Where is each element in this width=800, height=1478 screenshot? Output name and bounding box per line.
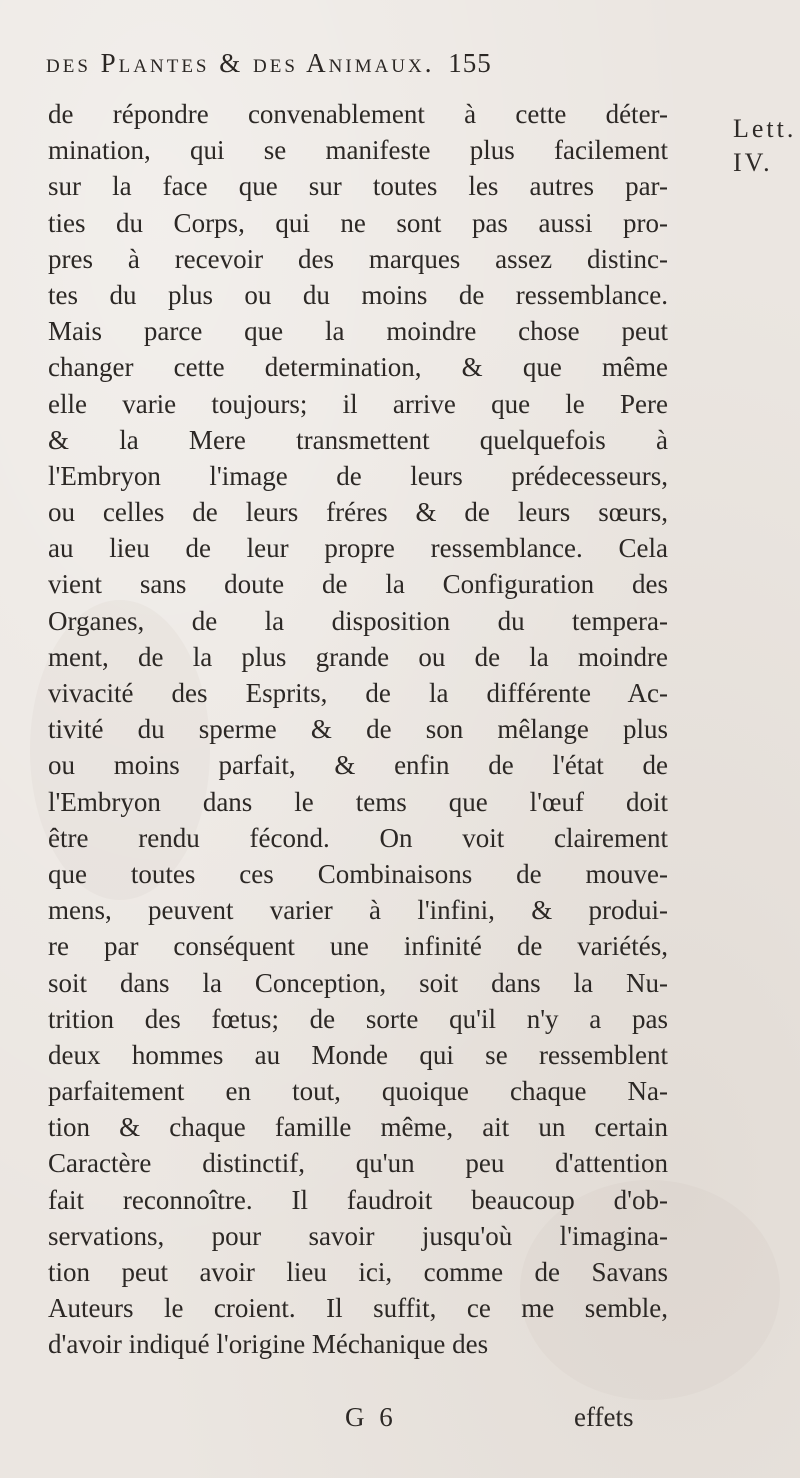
text-line: au lieu de leur propre ressemblance. Cela xyxy=(48,533,668,564)
text-line: mens, peuvent varier à l'infini, & produi- xyxy=(48,895,668,926)
text-line: vivacité des Esprits, de la différente Ac- xyxy=(48,678,668,708)
text-line: tivité du sperme & de son mêlange plus xyxy=(48,714,668,745)
text-line: que toutes ces Combinaisons de mouve- xyxy=(48,858,668,889)
text-line: d'avoir indiqué l'origine Méchanique des xyxy=(48,1329,489,1360)
text-line: ment, de la plus grande ou de la moindre xyxy=(48,641,668,672)
body-text xyxy=(48,96,668,1363)
page-number: 155 xyxy=(448,48,492,78)
text-line: ties du Corps, qui ne sont pas aussi pro- xyxy=(48,207,668,238)
text-line: Mais parce que la moindre chose peut xyxy=(48,316,668,347)
text-line: fait reconnoître. Il faudroit beaucoup d'ob- xyxy=(48,1184,668,1215)
text-line: changer cette determination, & que même xyxy=(48,352,668,383)
signature-mark: G 6 xyxy=(345,1402,397,1432)
text-line: pres à recevoir des marques assez distinc- xyxy=(48,243,668,274)
text-line: de répondre convenablement à cette déter- xyxy=(48,99,668,129)
text-line: être rendu fécond. On voit clairement xyxy=(48,822,668,853)
text-line: servations, pour savoir jusqu'où l'imagina- xyxy=(48,1220,668,1251)
text-line: Caractère distinctif, qu'un peu d'attention xyxy=(48,1148,668,1179)
text-line: & la Mere transmettent quelquefois à xyxy=(48,424,668,455)
text-line: l'Embryon dans le tems que l'œuf doit xyxy=(48,786,668,817)
text-line: elle varie toujours; il arrive que le Pere xyxy=(48,388,668,419)
text-line: tion peut avoir lieu ici, comme de Savans xyxy=(48,1257,668,1287)
margin-note: Lett. IV. xyxy=(733,114,797,177)
text-line: tes du plus ou du moins de ressemblance. xyxy=(48,279,668,310)
text-line: ou moins parfait, & enfin de l'état de xyxy=(48,750,668,781)
running-head xyxy=(46,48,656,79)
text-line: l'Embryon l'image de leurs prédecesseurs, xyxy=(48,460,668,491)
page-footer xyxy=(0,1402,800,1442)
text-line: ou celles de leurs fréres & de leurs sœurs, xyxy=(48,497,668,528)
catchword: effets xyxy=(574,1402,634,1432)
text-line: tion & chaque famille même, ait un certain xyxy=(48,1112,668,1143)
text-line: sur la face que sur toutes les autres par- xyxy=(48,171,668,202)
text-line: re par conséquent une infinité de variétés, xyxy=(48,931,668,962)
text-line: parfaitement en tout, quoique chaque Na- xyxy=(48,1076,668,1107)
text-line: vient sans doute de la Configuration des xyxy=(48,569,668,600)
text-line: Organes, de la disposition du tempera- xyxy=(48,605,668,636)
text-line: soit dans la Conception, soit dans la Nu- xyxy=(48,967,668,998)
running-head-title: des Plantes & des Animaux. xyxy=(46,48,435,78)
text-line: Auteurs le croient. Il suffit, ce me semble, xyxy=(48,1293,668,1324)
text-line: trition des fœtus; de sorte qu'il n'y a pas xyxy=(48,1003,668,1034)
text-line: mination, qui se manifeste plus facilement xyxy=(48,135,668,166)
text-line: deux hommes au Monde qui se ressemblent xyxy=(48,1039,668,1070)
